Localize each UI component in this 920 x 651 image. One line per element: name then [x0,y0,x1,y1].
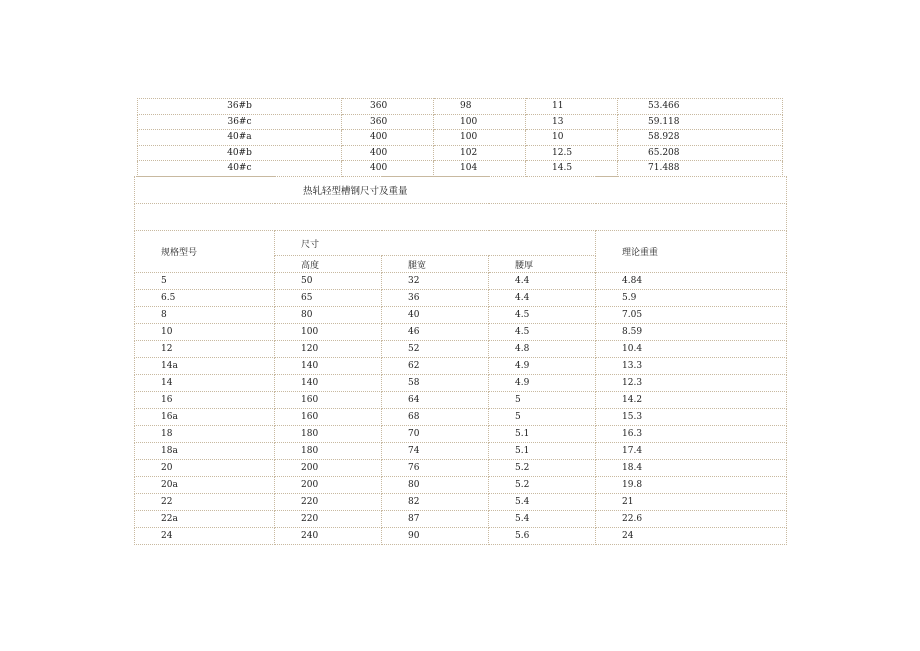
table-cell: 46 [382,324,489,341]
table-row [135,392,787,409]
table-cell: 400 [342,145,434,161]
table-cell: 7.05 [596,307,787,324]
title-row [135,177,787,204]
table-cell: 200 [275,460,382,477]
channel-steel-table [134,176,787,545]
table-cell: 11 [526,99,618,115]
table-cell: 12.5 [526,145,618,161]
table-cell: 360 [342,114,434,130]
table-row [135,443,787,460]
table-cell: 22.6 [596,511,787,528]
table-row [138,161,783,177]
table-cell: 10 [526,130,618,146]
table-cell: 22a [135,511,275,528]
header-height: 高度 [275,256,382,273]
table-cell: 4.5 [489,324,596,341]
table-cell: 74 [382,443,489,460]
table-cell: 20a [135,477,275,494]
table-cell: 5 [135,273,275,290]
table-cell: 13 [526,114,618,130]
table-row [138,99,783,115]
table-row [135,375,787,392]
table-cell: 100 [275,324,382,341]
table-row [135,494,787,511]
table-cell: 80 [382,477,489,494]
table-cell: 16a [135,409,275,426]
table-cell: 32 [382,273,489,290]
table-cell: 180 [275,426,382,443]
table-cell: 58 [382,375,489,392]
table-cell: 4.84 [596,273,787,290]
table-cell: 4.9 [489,375,596,392]
top-continuation-table [137,98,783,177]
table-cell: 40#c [138,161,342,177]
table-row [135,409,787,426]
table-cell: 65.208 [618,145,783,161]
table-cell: 16.3 [596,426,787,443]
table-cell: 12.3 [596,375,787,392]
table-cell: 16 [135,392,275,409]
table-row [135,324,787,341]
table-cell: 160 [275,409,382,426]
header-size: 尺寸 [275,231,596,256]
table-cell: 82 [382,494,489,511]
table-cell: 100 [434,130,526,146]
table-cell: 400 [342,130,434,146]
table-cell: 40#b [138,145,342,161]
table-cell: 14 [135,375,275,392]
table-cell: 220 [275,511,382,528]
table-cell: 120 [275,341,382,358]
table-cell: 14.5 [526,161,618,177]
table-cell: 80 [275,307,382,324]
table-cell: 76 [382,460,489,477]
table-cell: 59.118 [618,114,783,130]
table-cell: 240 [275,528,382,545]
table-cell: 5 [489,392,596,409]
table-cell: 5.9 [596,290,787,307]
table-cell: 53.466 [618,99,783,115]
table-cell: 24 [596,528,787,545]
table-cell: 68 [382,409,489,426]
table-cell: 36#b [138,99,342,115]
table-row [135,511,787,528]
table-cell: 400 [342,161,434,177]
table-row [135,358,787,375]
blank-row [135,204,787,231]
table-cell: 24 [135,528,275,545]
table-cell: 22 [135,494,275,511]
table-cell: 40 [382,307,489,324]
table-row [138,145,783,161]
main-table-body [135,177,787,545]
top-table-body [138,99,783,177]
table-cell: 100 [434,114,526,130]
table-cell: 13.3 [596,358,787,375]
table-cell: 4.4 [489,273,596,290]
table-cell: 5.6 [489,528,596,545]
table-cell: 52 [382,341,489,358]
table-cell: 12 [135,341,275,358]
table-row [138,114,783,130]
table-cell: 180 [275,443,382,460]
table-cell: 90 [382,528,489,545]
table-cell: 5.4 [489,494,596,511]
table-row [135,426,787,443]
table-cell: 36#c [138,114,342,130]
table-cell: 10 [135,324,275,341]
table-cell: 5.1 [489,443,596,460]
table-cell: 4.8 [489,341,596,358]
table-cell: 15.3 [596,409,787,426]
table-cell: 18 [135,426,275,443]
table-cell: 200 [275,477,382,494]
table-cell: 5.1 [489,426,596,443]
table-row [135,460,787,477]
table-cell: 8 [135,307,275,324]
table-cell: 220 [275,494,382,511]
table-row [135,290,787,307]
table-cell: 19.8 [596,477,787,494]
table-cell: 36 [382,290,489,307]
table-cell: 4.4 [489,290,596,307]
table-cell: 18a [135,443,275,460]
table-cell: 10.4 [596,341,787,358]
header-spec: 规格型号 [135,231,275,273]
table-cell: 104 [434,161,526,177]
table-cell: 14.2 [596,392,787,409]
table-cell: 5.2 [489,460,596,477]
table-cell: 160 [275,392,382,409]
header-weight: 理论重重 [596,231,787,273]
table-cell: 98 [434,99,526,115]
table-cell: 62 [382,358,489,375]
blank-cell [135,204,787,231]
header-leg-width: 腿宽 [382,256,489,273]
table-cell: 5 [489,409,596,426]
table-cell: 102 [434,145,526,161]
table-cell: 140 [275,375,382,392]
table-cell: 4.5 [489,307,596,324]
header-row-1 [135,231,787,256]
table-cell: 71.488 [618,161,783,177]
table-row [135,273,787,290]
table-cell: 58.928 [618,130,783,146]
table-row [138,130,783,146]
table-cell: 50 [275,273,382,290]
table-row [135,477,787,494]
table-cell: 14a [135,358,275,375]
table-cell: 4.9 [489,358,596,375]
table-cell: 64 [382,392,489,409]
table-cell: 6.5 [135,290,275,307]
table-row [135,341,787,358]
table-cell: 21 [596,494,787,511]
table-cell: 18.4 [596,460,787,477]
table-cell: 87 [382,511,489,528]
table-cell: 360 [342,99,434,115]
header-waist-thickness: 腰厚 [489,256,596,273]
table-cell: 70 [382,426,489,443]
table-title: 热轧轻型槽钢尺寸及重量 [135,177,787,204]
table-cell: 8.59 [596,324,787,341]
table-cell: 40#a [138,130,342,146]
table-row [135,528,787,545]
table-cell: 5.2 [489,477,596,494]
table-cell: 65 [275,290,382,307]
table-row [135,307,787,324]
table-cell: 5.4 [489,511,596,528]
table-cell: 20 [135,460,275,477]
table-cell: 140 [275,358,382,375]
table-cell: 17.4 [596,443,787,460]
